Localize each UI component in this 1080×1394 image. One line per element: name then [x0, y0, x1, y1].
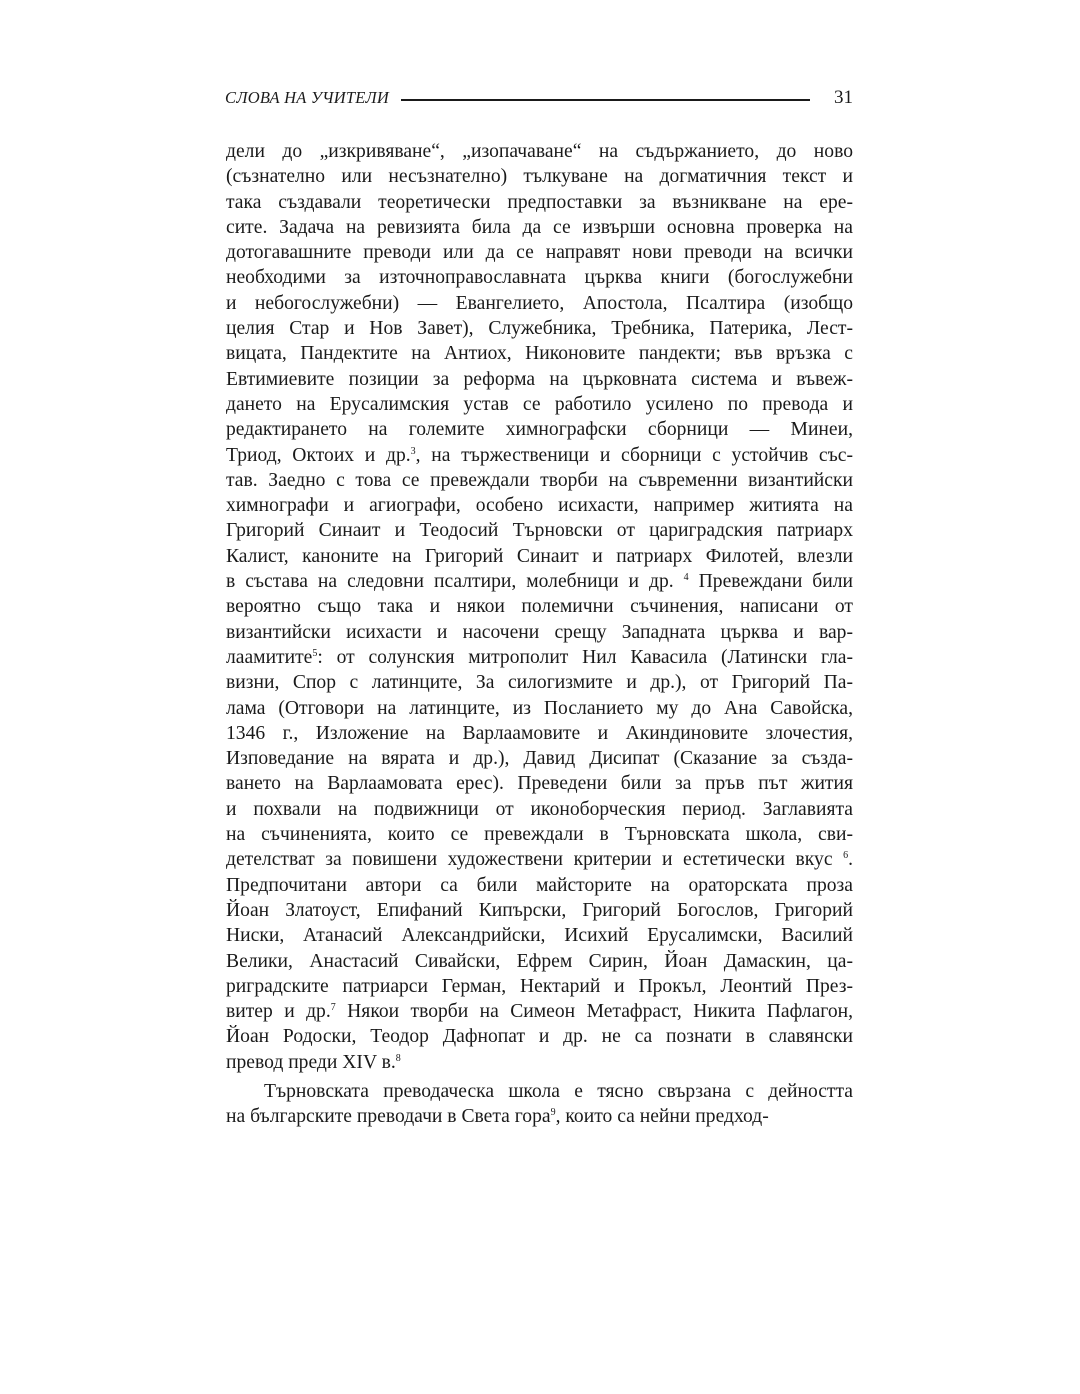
line-text: .	[848, 849, 853, 871]
text-line	[226, 645, 853, 670]
line-text: лаамитите	[226, 646, 313, 668]
footnote-marker: 3	[410, 445, 416, 457]
text-line: Евтимиевите позиции за реформа на църковната система и въвеж-	[226, 368, 853, 390]
text-line: редактирането на големите химнографски сборници — Минеи,	[226, 419, 853, 441]
text-line: дели до „изкривяване“, „изопачаване“ на съдържанието, до ново	[226, 141, 853, 162]
paragraph	[226, 139, 853, 1075]
text-line	[226, 999, 853, 1024]
text-line: дането на Ерусалимския устав се работило усилено по превода и	[226, 393, 853, 415]
line-text: , на тържественици и сборници с устойчив със-	[415, 444, 853, 466]
line-text: превод преди XIV в.	[226, 1051, 396, 1073]
text-line: 1346 г., Изложение на Варлаамовите и Акиндиновите злочестия,	[226, 722, 853, 744]
line-text: , които са нейни предход-	[555, 1106, 769, 1128]
text-line: ването на Варлаамовата ерес). Преведени били за пръв път жития	[226, 773, 853, 795]
text-line: Предпочитани автори са били майсторите на ораторската проза	[226, 874, 853, 896]
text-line: тав. Заедно с това се превеждали творби на съвременни византийски	[226, 469, 853, 491]
text-line	[226, 443, 853, 468]
text-line: Търновската преводаческа школа е тясно свързана с дейността	[264, 1080, 853, 1102]
header-rule	[401, 99, 810, 101]
body-text	[226, 139, 853, 1130]
text-line: и небогослужебни) — Евангелието, Апостола, Псалтира (изобщо	[226, 292, 853, 314]
text-line: Григорий Синаит и Теодосий Търновски от цариградския патриарх	[226, 520, 853, 542]
running-title: СЛОВА НА УЧИТЕЛИ	[225, 88, 390, 107]
text-line: и похвали на подвижници от иконоборческия период. Заглавията	[226, 798, 853, 820]
text-line: дотогавашните преводи или да се направят нови преводи на всички	[226, 242, 853, 264]
footnote-marker: 6	[843, 850, 849, 862]
text-line: Велики, Анастасий Сивайски, Ефрем Сирин, Йоан Дамаскин, ца-	[226, 950, 853, 972]
text-line: Изповедание на вярата и др.), Давид Дисипат (Сказание за създа-	[226, 748, 853, 770]
page-number: 31	[834, 87, 853, 108]
footnote-marker: 5	[312, 647, 318, 659]
text-line: вицата, Пандектите на Антиох, Никоновите пандекти; във връзка с	[226, 343, 853, 365]
footnote-marker: 7	[330, 1002, 336, 1014]
footnote-marker: 8	[395, 1052, 401, 1064]
text-line: визни, Спор с латинците, За силогизмите и др.), от Григорий Па-	[226, 672, 853, 694]
text-line: лама (Отговори на латинците, из Посланието му до Ана Савойска,	[226, 697, 853, 719]
text-line: Йоан Родоски, Теодор Дафнопат и др. не са познати в славянски	[226, 1026, 853, 1048]
text-line	[226, 847, 853, 872]
text-line: Ниски, Атанасий Александрийски, Исихий Ерусалимски, Василий	[226, 925, 853, 947]
text-line	[226, 1104, 853, 1129]
text-line: византийски исихасти и насочени срещу Западната църква и вар-	[226, 621, 853, 643]
line-text: Триод, Октоих и др.	[226, 444, 411, 466]
text-line: Йоан Златоуст, Епифаний Кипърски, Григорий Богослов, Григорий	[226, 899, 853, 921]
line-text: : от солунския митрополит Нил Кавасила (Латински гла-	[317, 646, 853, 668]
line-text: Някои творби на Симеон Метафраст, Никита Пафлагон,	[335, 1001, 853, 1023]
footnote-marker: 9	[550, 1107, 556, 1119]
text-line	[226, 569, 853, 594]
text-line: така създавали теоретически предпоставки за възникване на ере-	[226, 191, 853, 213]
line-text: детелстват за повишени художествени критерии и естетически вкус	[226, 849, 844, 871]
running-head	[225, 86, 853, 110]
paragraph	[226, 1079, 853, 1130]
line-text: в състава на следовни псалтири, молебници и др.	[226, 571, 684, 593]
text-line: риградските патриарси Герман, Нектарий и Прокъл, Леонтий През-	[226, 975, 853, 997]
text-line: химнографи и агиографи, особено исихасти, например житията на	[226, 495, 853, 517]
text-line	[226, 1050, 853, 1075]
text-line: сите. Задача на ревизията била да се извърши основна проверка на	[226, 216, 853, 238]
text-line: Калист, каноните на Григорий Синаит и патриарх Филотей, влезли	[226, 545, 853, 567]
footnote-marker: 4	[683, 572, 689, 584]
text-line: необходими за източноправославната църква книги (богослужебни	[226, 267, 853, 289]
text-line: на съчиненията, които се превеждали в Търновската школа, сви-	[226, 824, 853, 846]
text-line: вероятно също така и някои полемични съчинения, написани от	[226, 596, 853, 618]
line-text: на българските преводачи в Света гора	[226, 1106, 551, 1128]
text-line: целия Стар и Нов Завет), Служебника, Требника, Патерика, Лест-	[226, 318, 853, 340]
text-line: (съзнателно или несъзнателно) тълкуване на догматичния текст и	[226, 166, 853, 188]
line-text: витер и др.	[226, 1001, 331, 1023]
line-text: Превеждани били	[688, 571, 854, 593]
